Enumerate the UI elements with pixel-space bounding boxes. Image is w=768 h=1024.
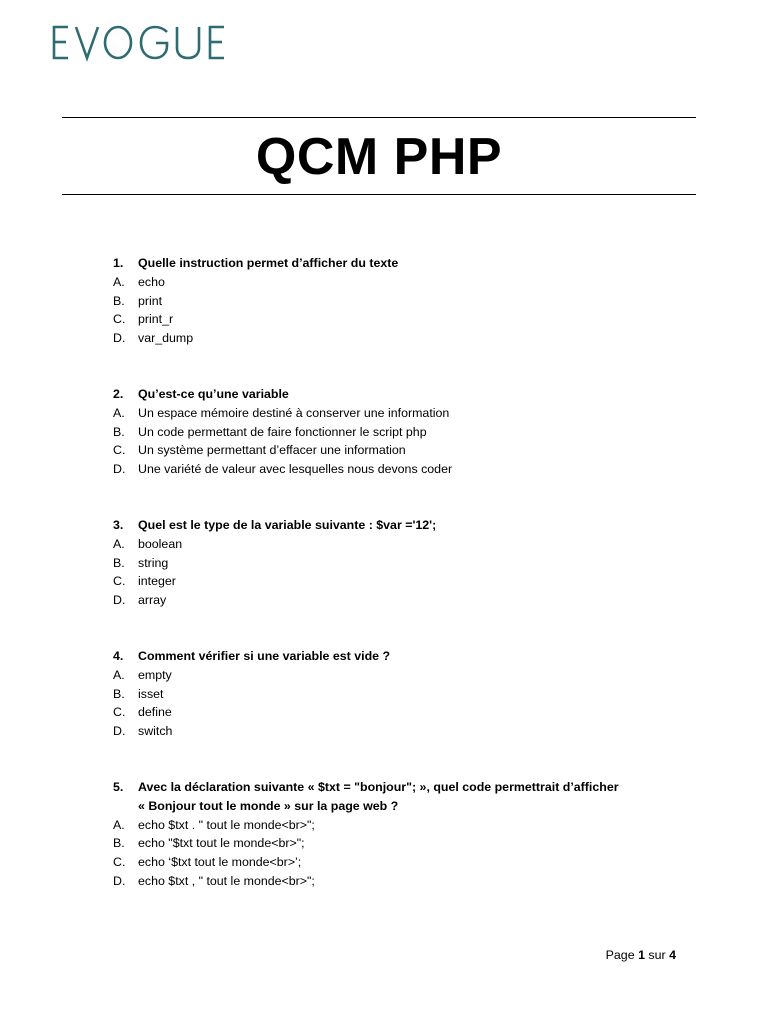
option-text: Un espace mémoire destiné à conserver une information — [138, 405, 450, 420]
option-text: boolean — [138, 536, 183, 551]
option-letter: D. — [113, 724, 126, 739]
answer-option-a — [113, 273, 693, 292]
evogue-logo-graphic — [52, 20, 252, 64]
page-label: Page — [605, 948, 635, 962]
question-text: Qu’est-ce qu’une variable — [138, 386, 289, 401]
page-of-label: sur — [648, 948, 666, 962]
answer-option-a — [113, 404, 693, 423]
option-text: isset — [138, 686, 164, 701]
option-text: var_dump — [138, 331, 194, 346]
option-text: print_r — [138, 312, 174, 327]
question-text: Quel est le type de la variable suivante : $var ='12'; — [138, 517, 437, 532]
current-page-number: 1 — [638, 948, 645, 962]
question-text: Avec la déclaration suivante « $txt = "bonjour"; », quel code permettrait d’afficher — [138, 779, 619, 794]
option-letter: B. — [113, 424, 125, 439]
option-letter: C. — [113, 574, 126, 589]
option-letter: C. — [113, 443, 126, 458]
option-letter: B. — [113, 555, 125, 570]
question-list — [113, 254, 693, 928]
option-letter: C. — [113, 855, 126, 870]
option-letter: A. — [113, 817, 125, 832]
option-text: integer — [138, 574, 176, 589]
option-letter: D. — [113, 593, 126, 608]
option-letter: D. — [113, 873, 126, 888]
question-number: 3. — [113, 517, 124, 532]
answer-option-d — [113, 591, 693, 610]
option-text: array — [138, 593, 167, 608]
total-pages-number: 4 — [669, 948, 676, 962]
option-text: switch — [138, 724, 173, 739]
option-letter: B. — [113, 686, 125, 701]
option-text: string — [138, 555, 169, 570]
question-3 — [113, 516, 693, 610]
answer-option-d — [113, 460, 693, 479]
question-2 — [113, 385, 693, 479]
question-1 — [113, 254, 693, 348]
answer-option-c — [113, 310, 693, 329]
option-letter: A. — [113, 405, 125, 420]
answer-option-b — [113, 554, 693, 573]
option-letter: B. — [113, 293, 125, 308]
option-text: empty — [138, 667, 172, 682]
answer-option-a — [113, 535, 693, 554]
page-footer — [540, 946, 676, 964]
option-letter: A. — [113, 536, 125, 551]
question-number: 5. — [113, 779, 124, 794]
question-number: 2. — [113, 386, 124, 401]
answer-option-c — [113, 441, 693, 460]
option-text: Un système permettant d’effacer une information — [138, 443, 406, 458]
option-text: echo — [138, 274, 165, 289]
document-title: QCM PHP — [255, 128, 503, 186]
question-5 — [113, 778, 693, 891]
question-heading — [113, 516, 693, 535]
option-text: print — [138, 293, 163, 308]
option-text: Une variété de valeur avec lesquelles nous devons coder — [138, 462, 453, 477]
option-text: echo ‘$txt tout le monde<br>’; — [138, 855, 302, 870]
question-4 — [113, 647, 693, 741]
question-heading — [113, 778, 693, 797]
question-number: 1. — [113, 256, 124, 270]
question-number: 4. — [113, 648, 124, 663]
option-letter: C. — [113, 705, 126, 720]
option-letter: A. — [113, 274, 125, 289]
answer-option-c — [113, 703, 693, 722]
option-text: echo "$txt tout le monde<br>"; — [138, 836, 305, 851]
question-heading — [113, 254, 693, 273]
answer-option-a — [113, 816, 693, 835]
question-heading-continued — [113, 797, 693, 816]
option-text: echo $txt . " tout le monde<br>"; — [138, 817, 315, 832]
answer-option-b — [113, 834, 693, 853]
option-letter: A. — [113, 667, 125, 682]
option-letter: B. — [113, 836, 125, 851]
title-rule-bottom — [62, 194, 696, 195]
answer-option-d — [113, 872, 693, 891]
answer-option-b — [113, 685, 693, 704]
answer-option-d — [113, 722, 693, 741]
option-letter: D. — [113, 331, 126, 346]
title-rule-top — [62, 117, 696, 118]
option-text: Un code permettant de faire fonctionner le script php — [138, 424, 427, 439]
question-text: Comment vérifier si une variable est vide ? — [138, 648, 391, 663]
option-letter: D. — [113, 462, 126, 477]
question-text: Quelle instruction permet d’afficher du texte — [138, 256, 399, 270]
answer-option-b — [113, 292, 693, 311]
question-heading — [113, 385, 693, 404]
answer-option-d — [113, 329, 693, 348]
option-letter: C. — [113, 312, 126, 327]
answer-option-c — [113, 572, 693, 591]
answer-option-b — [113, 423, 693, 442]
answer-option-a — [113, 666, 693, 685]
option-text: echo $txt , " tout le monde<br>"; — [138, 873, 315, 888]
evogue-logo — [52, 20, 252, 64]
answer-option-c — [113, 853, 693, 872]
question-text-continued: « Bonjour tout le monde » sur la page web ? — [138, 798, 399, 813]
option-text: define — [138, 705, 172, 720]
question-heading — [113, 647, 693, 666]
